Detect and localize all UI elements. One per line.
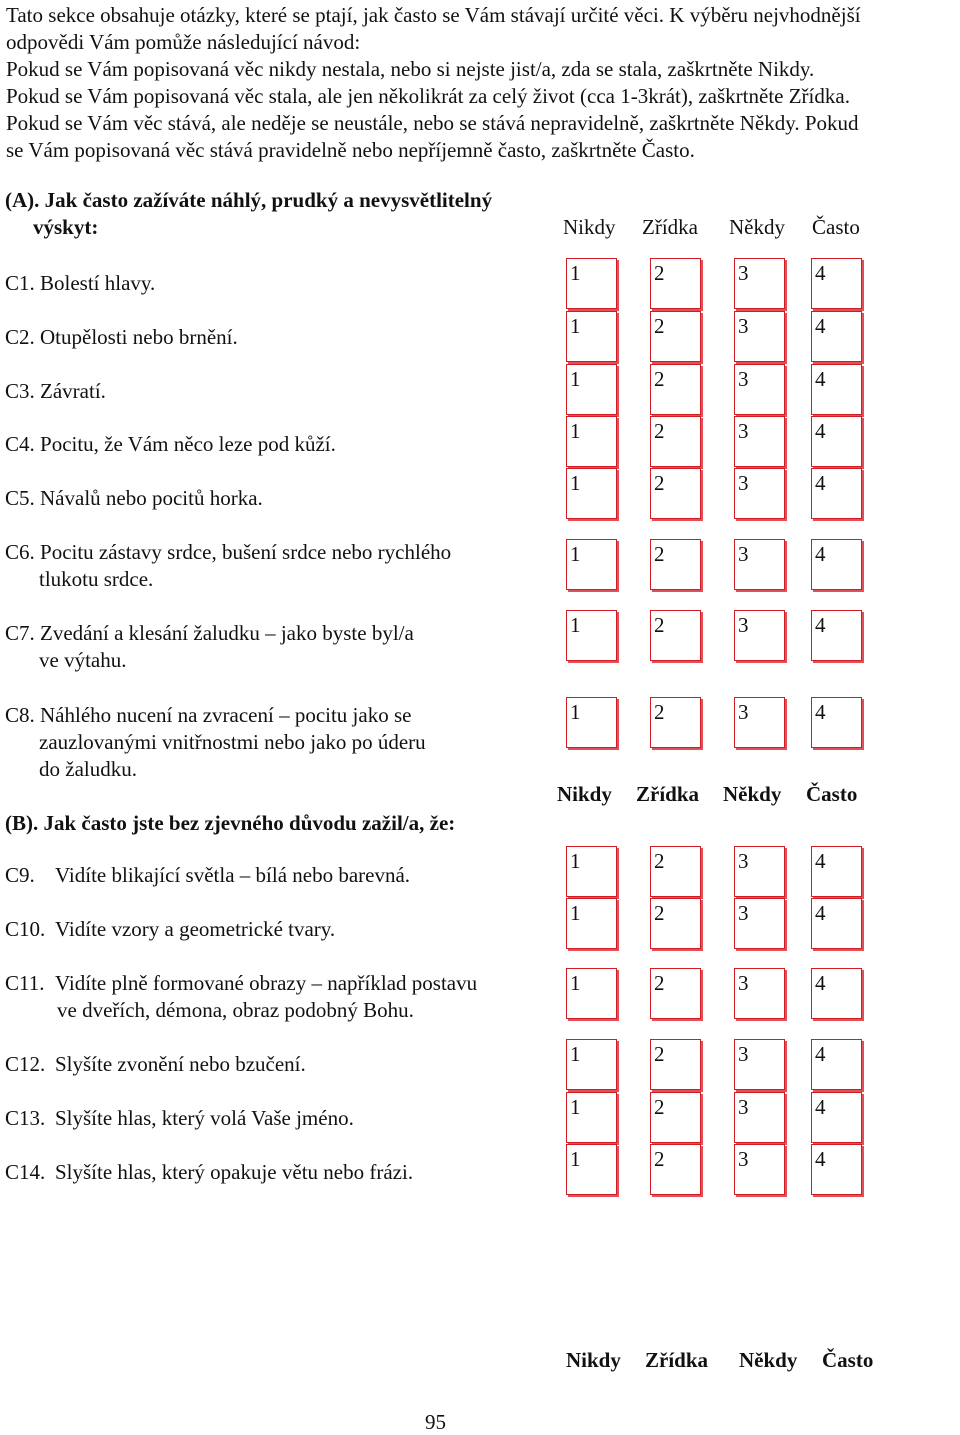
option-value: 3 [738,419,749,443]
answer-checkbox-nikdy[interactable] [566,1144,617,1195]
answer-checkbox-zridka[interactable] [650,1144,701,1195]
answer-checkbox-nekdy[interactable] [734,311,785,362]
scale-label-zridka: Zřídka [642,215,698,239]
answer-checkbox-casto[interactable] [811,1039,862,1090]
question-text: Vidíte plně formované obrazy – například postavu [55,971,478,995]
option-value: 4 [815,613,826,637]
answer-checkbox-zridka[interactable] [650,1039,701,1090]
option-value: 4 [815,471,826,495]
answer-checkbox-zridka[interactable] [650,311,701,362]
question-c12 [5,1051,306,1078]
option-value: 2 [654,1042,665,1066]
answer-group-c12 [566,1039,862,1090]
answer-checkbox-nikdy[interactable] [566,258,617,309]
scale-label-nikdy: Nikdy [566,1348,621,1372]
answer-checkbox-nikdy[interactable] [566,364,617,415]
section-a-heading [5,187,492,241]
answer-group-c10 [566,898,862,949]
answer-checkbox-zridka[interactable] [650,898,701,949]
question-c14 [5,1159,413,1186]
option-value: 1 [570,314,581,338]
instructions-line: Pokud se Vám věc stává, ale neděje se neustále, nebo se stává nepravidelně, zaškrtněte Někdy. Pokud [6,111,859,135]
question-code: C6. [5,540,35,564]
answer-checkbox-casto[interactable] [811,898,862,949]
instructions [6,2,958,164]
instructions-line: odpovědi Vám pomůže následující návod: [6,30,361,54]
option-value: 2 [654,261,665,285]
option-value: 3 [738,700,749,724]
answer-group-c1 [566,258,862,309]
instructions-line: Tato sekce obsahuje otázky, které se ptají, jak často se Vám stávají určité věci. K výběru nejvhodnější [6,3,861,27]
answer-checkbox-casto[interactable] [811,416,862,467]
question-text: Slyšíte hlas, který opakuje větu nebo frázi. [55,1160,414,1184]
question-code: C5. [5,486,35,510]
option-value: 1 [570,1147,581,1171]
question-text: Zvedání a klesání žaludku – jako byste byl/a [40,621,414,645]
question-text: Slyšíte zvonění nebo bzučení. [55,1052,306,1076]
option-value: 3 [738,314,749,338]
answer-checkbox-nikdy[interactable] [566,846,617,897]
option-value: 1 [570,849,581,873]
option-value: 3 [738,971,749,995]
answer-checkbox-nekdy[interactable] [734,1092,785,1143]
option-value: 4 [815,314,826,338]
answer-group-c6 [566,539,862,590]
question-c10 [5,916,335,943]
answer-checkbox-nekdy[interactable] [734,1144,785,1195]
answer-checkbox-nekdy[interactable] [734,968,785,1019]
option-value: 4 [815,901,826,925]
answer-checkbox-nekdy[interactable] [734,846,785,897]
answer-checkbox-nikdy[interactable] [566,539,617,590]
question-c7 [5,620,414,674]
scale-label-zridka: Zřídka [645,1348,709,1372]
question-text: Náhlého nucení na zvracení – pocitu jako se [40,703,412,727]
option-value: 4 [815,700,826,724]
question-code: C3. [5,379,35,403]
option-value: 1 [570,1095,581,1119]
question-text: Vidíte vzory a geometrické tvary. [55,917,336,941]
option-value: 3 [738,1042,749,1066]
answer-checkbox-nekdy[interactable] [734,1039,785,1090]
answer-checkbox-nekdy[interactable] [734,258,785,309]
answer-checkbox-nikdy[interactable] [566,610,617,661]
answer-checkbox-nikdy[interactable] [566,1092,617,1143]
question-c5 [5,485,263,512]
option-value: 3 [738,1147,749,1171]
question-code: C9. [5,863,35,887]
option-value: 4 [815,542,826,566]
answer-group-c8 [566,697,862,748]
option-value: 1 [570,261,581,285]
answer-checkbox-casto[interactable] [811,258,862,309]
answer-checkbox-nekdy[interactable] [734,364,785,415]
question-c3 [5,378,106,405]
question-c4 [5,431,336,458]
section-b-heading: (B). Jak často jste bez zjevného důvodu zažil/a, že: [5,811,456,835]
answer-checkbox-casto[interactable] [811,311,862,362]
option-value: 2 [654,700,665,724]
option-value: 2 [654,849,665,873]
answer-checkbox-casto[interactable] [811,1144,862,1195]
question-text: Návalů nebo pocitů horka. [40,486,263,510]
answer-checkbox-zridka[interactable] [650,1092,701,1143]
option-value: 1 [570,901,581,925]
answer-checkbox-casto[interactable] [811,968,862,1019]
option-value: 1 [570,613,581,637]
option-value: 3 [738,542,749,566]
answer-checkbox-zridka[interactable] [650,468,701,519]
option-value: 4 [815,367,826,391]
option-value: 4 [815,1095,826,1119]
question-code: C4. [5,432,35,456]
answer-checkbox-nikdy[interactable] [566,968,617,1019]
answer-checkbox-zridka[interactable] [650,968,701,1019]
answer-group-c5 [566,468,862,519]
answer-group-c3 [566,364,862,415]
instructions-line: Pokud se Vám popisovaná věc nikdy nestala, nebo si nejste jist/a, zda se stala, zaškrtněte Nikdy. [6,57,815,81]
scale-label-zridka: Zřídka [636,782,700,806]
option-value: 2 [654,471,665,495]
answer-checkbox-casto[interactable] [811,364,862,415]
question-text: do žaludku. [39,757,137,781]
scale-label-casto: Často [806,782,858,806]
answer-checkbox-zridka[interactable] [650,364,701,415]
answer-checkbox-zridka[interactable] [650,416,701,467]
answer-group-c4 [566,416,862,467]
answer-checkbox-casto[interactable] [811,846,862,897]
scale-label-nekdy: Někdy [729,215,785,239]
answer-checkbox-nekdy[interactable] [734,898,785,949]
question-text: Otupělosti nebo brnění. [40,325,238,349]
option-value: 3 [738,1095,749,1119]
answer-checkbox-casto[interactable] [811,468,862,519]
option-value: 3 [738,367,749,391]
page-number: 95 [425,1410,446,1434]
section-a-heading-line: výskyt: [33,215,99,239]
answer-checkbox-nikdy[interactable] [566,1039,617,1090]
option-value: 4 [815,1042,826,1066]
scale-header-bottom [566,1348,873,1373]
question-text: Pocitu zástavy srdce, bušení srdce nebo rychlého [40,540,452,564]
option-value: 2 [654,1095,665,1119]
section-a-heading-line: (A). Jak často zažíváte náhlý, prudký a nevysvětlitelný [5,188,493,212]
answer-checkbox-nekdy[interactable] [734,539,785,590]
answer-checkbox-casto[interactable] [811,1092,862,1143]
answer-checkbox-zridka[interactable] [650,846,701,897]
answer-group-c11 [566,968,862,1019]
answer-checkbox-nikdy[interactable] [566,468,617,519]
option-value: 4 [815,1147,826,1171]
option-value: 1 [570,700,581,724]
option-value: 3 [738,471,749,495]
question-c2 [5,324,238,351]
answer-checkbox-casto[interactable] [811,539,862,590]
answer-group-c2 [566,311,862,362]
answer-checkbox-zridka[interactable] [650,610,701,661]
option-value: 2 [654,901,665,925]
question-c9 [5,862,410,889]
option-value: 2 [654,971,665,995]
option-value: 1 [570,367,581,391]
scale-label-nikdy: Nikdy [557,782,612,806]
answer-group-c7 [566,610,862,661]
question-text: Pocitu, že Vám něco leze pod kůží. [40,432,336,456]
question-code: C7. [5,621,35,645]
option-value: 2 [654,419,665,443]
question-c1 [5,270,155,297]
option-value: 4 [815,849,826,873]
question-c11 [5,970,477,1024]
question-code: C10. [5,917,46,941]
option-value: 1 [570,542,581,566]
answer-checkbox-nikdy[interactable] [566,697,617,748]
answer-checkbox-casto[interactable] [811,697,862,748]
question-c13 [5,1105,354,1132]
option-value: 3 [738,261,749,285]
option-value: 1 [570,419,581,443]
scale-header-a [563,215,860,240]
answer-checkbox-casto[interactable] [811,610,862,661]
answer-checkbox-zridka[interactable] [650,258,701,309]
question-c6 [5,539,451,593]
option-value: 3 [738,849,749,873]
answer-checkbox-nikdy[interactable] [566,898,617,949]
question-text: ve dveřích, démona, obraz podobný Bohu. [57,998,414,1022]
scale-label-casto: Často [812,215,860,239]
option-value: 2 [654,542,665,566]
scale-label-nikdy: Nikdy [563,215,616,239]
answer-checkbox-nekdy[interactable] [734,610,785,661]
scale-header-b [557,782,857,807]
answer-checkbox-nekdy[interactable] [734,697,785,748]
option-value: 1 [570,971,581,995]
question-text: Závratí. [40,379,106,403]
answer-checkbox-nekdy[interactable] [734,468,785,519]
question-text: zauzlovanými vnitřnostmi nebo jako po úderu [39,730,426,754]
question-c8 [5,702,426,783]
question-code: C11. [5,971,45,995]
instructions-line: Pokud se Vám popisovaná věc stala, ale jen několikrát za celý život (cca 1-3krát), zaškrtněte Zřídka. [6,84,850,108]
scale-label-casto: Často [822,1348,874,1372]
option-value: 2 [654,314,665,338]
option-value: 2 [654,1147,665,1171]
question-text: Bolestí hlavy. [40,271,156,295]
question-code: C12. [5,1052,46,1076]
option-value: 1 [570,1042,581,1066]
answer-checkbox-nekdy[interactable] [734,416,785,467]
option-value: 4 [815,419,826,443]
answer-group-c14 [566,1144,862,1195]
question-code: C1. [5,271,35,295]
instructions-line: se Vám popisovaná věc stává pravidelně nebo nepříjemně často, zaškrtněte Často. [6,138,695,162]
scale-label-nekdy: Někdy [739,1348,798,1372]
option-value: 3 [738,901,749,925]
question-code: C13. [5,1106,46,1130]
scale-label-nekdy: Někdy [723,782,782,806]
question-code: C8. [5,703,35,727]
option-value: 1 [570,471,581,495]
answer-checkbox-zridka[interactable] [650,697,701,748]
answer-group-c13 [566,1092,862,1143]
question-text: ve výtahu. [39,648,127,672]
answer-checkbox-nikdy[interactable] [566,311,617,362]
answer-checkbox-nikdy[interactable] [566,416,617,467]
option-value: 3 [738,613,749,637]
question-text: Slyšíte hlas, který volá Vaše jméno. [55,1106,354,1130]
question-code: C2. [5,325,35,349]
option-value: 2 [654,367,665,391]
option-value: 2 [654,613,665,637]
option-value: 4 [815,261,826,285]
answer-checkbox-zridka[interactable] [650,539,701,590]
option-value: 4 [815,971,826,995]
answer-group-c9 [566,846,862,897]
question-code: C14. [5,1160,46,1184]
question-text: Vidíte blikající světla – bílá nebo barevná. [55,863,411,887]
question-text: tlukotu srdce. [39,567,154,591]
